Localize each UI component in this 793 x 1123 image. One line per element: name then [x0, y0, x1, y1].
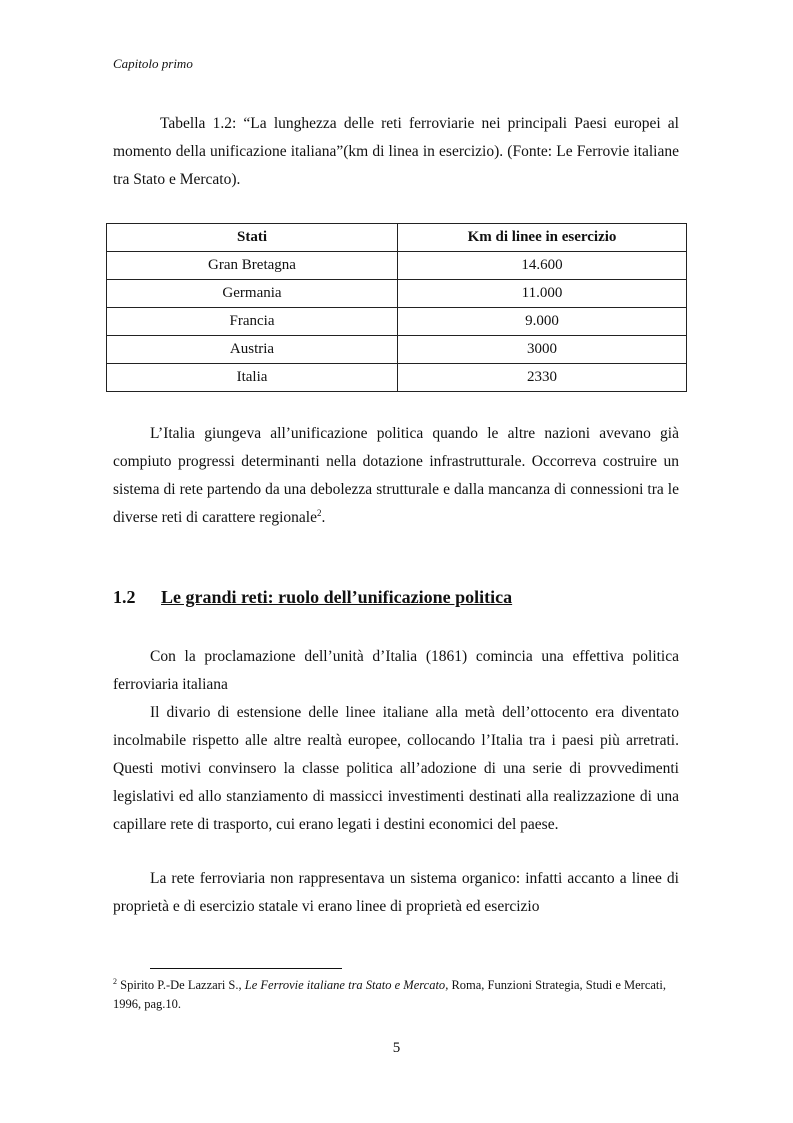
footnote-publication: , Roma, Funzioni Strategia, Studi e Mercati, 1996, pag.10.	[113, 978, 666, 1011]
footnote-mark: 2	[113, 976, 117, 986]
footnote	[113, 976, 679, 1014]
table-cell-country: Italia	[107, 364, 398, 392]
railway-length-table	[106, 223, 687, 392]
table-cell-country: Germania	[107, 280, 398, 308]
table-caption: Tabella 1.2: “La lunghezza delle reti ferroviarie nei principali Paesi europei al momento della unificazione italiana”(km di linea in esercizio). (Fonte: Le Ferrovie italiane tra Stato e Mercato).	[113, 115, 679, 188]
table-row	[107, 252, 687, 280]
section-number: 1.2	[113, 587, 136, 607]
column-header-stati: Stati	[107, 224, 398, 252]
table-cell-country: Gran Bretagna	[107, 252, 398, 280]
section-title: Le grandi reti: ruolo dell’unificazione politica	[161, 587, 513, 607]
paragraph-text: L’Italia giungeva all’unificazione politica quando le altre nazioni avevano già compiuto progressi determinanti nella dotazione infrastrutturale. Occorreva costruire un sistema di rete partendo da una debolezza strutturale e dalla mancanza di connessioni tra le diverse reti di carattere regionale	[113, 425, 679, 526]
table-cell-km: 14.600	[398, 252, 687, 280]
table-cell-km: 2330	[398, 364, 687, 392]
table-row	[107, 308, 687, 336]
table-cell-km: 11.000	[398, 280, 687, 308]
table-cell-country: Francia	[107, 308, 398, 336]
paragraph-end: .	[321, 509, 326, 526]
table-cell-km: 9.000	[398, 308, 687, 336]
table-row	[107, 280, 687, 308]
table-cell-country: Austria	[107, 336, 398, 364]
body-paragraph-2: Con la proclamazione dell’unità d’Italia (1861) comincia una effettiva politica ferroviaria italiana	[113, 648, 679, 693]
table-row	[107, 336, 687, 364]
table-cell-km: 3000	[398, 336, 687, 364]
table-row	[107, 364, 687, 392]
footnote-authors: Spirito P.-De Lazzari S.,	[117, 978, 245, 992]
table-header-row	[107, 224, 687, 252]
body-paragraph-4: La rete ferroviaria non rappresentava un sistema organico: infatti accanto a linee di proprietà e di esercizio statale vi erano linee di proprietà ed esercizio	[113, 870, 679, 915]
body-paragraph-1	[113, 420, 679, 532]
footnote-book-title: Le Ferrovie italiane tra Stato e Mercato	[244, 978, 446, 992]
body-paragraph-3: Il divario di estensione delle linee italiane alla metà dell’ottocento era diventato incolmabile rispetto alle altre realtà europee, collocando l’Italia tra i paesi più arretrati. Questi motivi convinsero la classe politica all’adozione di una serie di provvedimenti legislativi ed allo stanziamento di massicci investimenti destinati alla realizzazione di una capillare rete di trasporto, cui erano legati i destini economici del paese.	[113, 704, 679, 833]
column-header-km: Km di linee in esercizio	[398, 224, 687, 252]
footnote-reference[interactable]: 2	[316, 507, 322, 518]
running-head: Capitolo primo	[113, 56, 193, 71]
page-number: 5	[392, 1040, 401, 1056]
section-heading	[113, 587, 512, 608]
footnote-divider	[150, 968, 342, 969]
